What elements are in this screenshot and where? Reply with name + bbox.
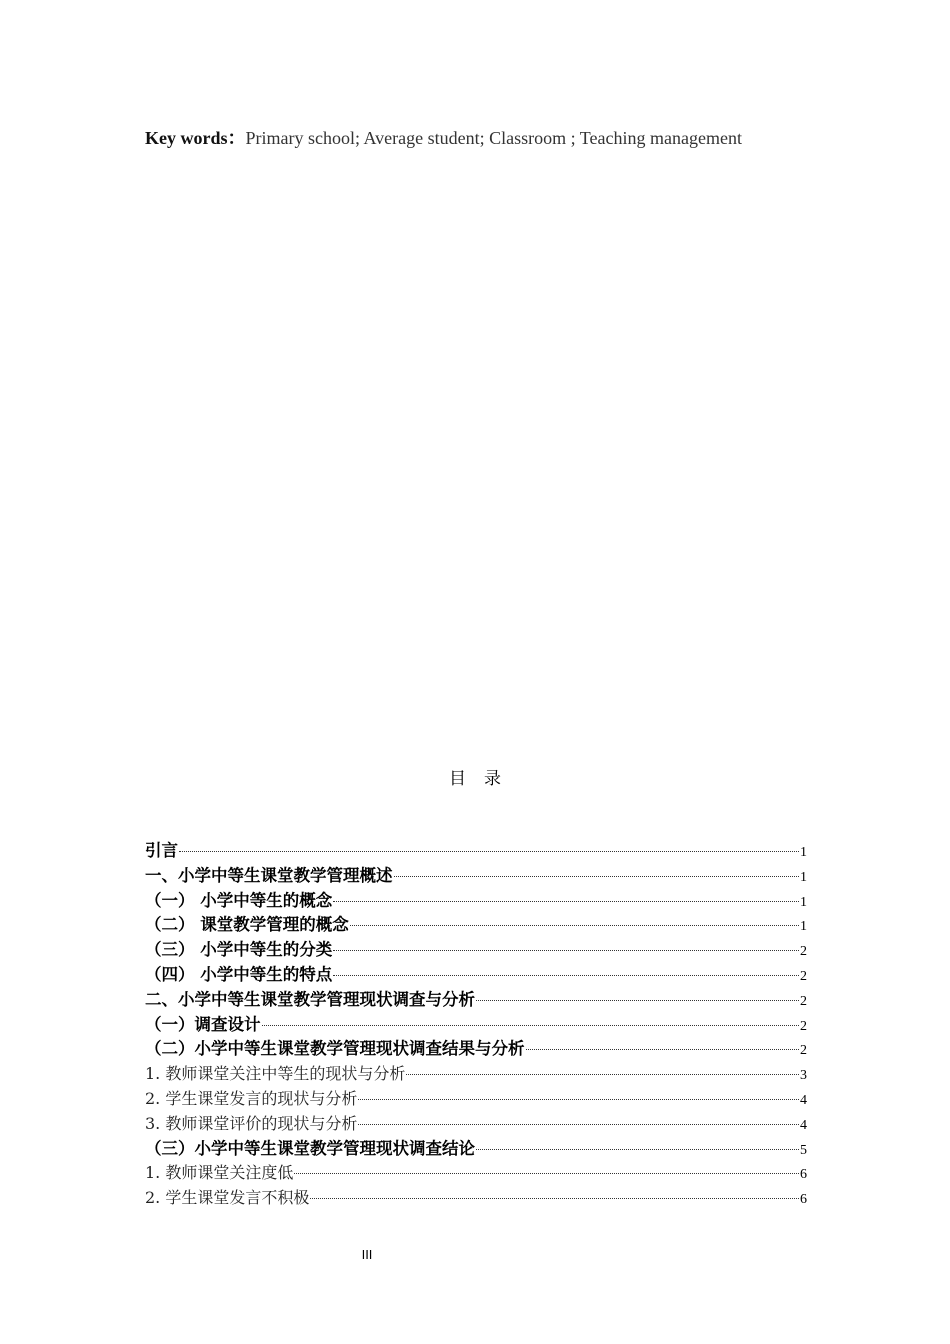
toc-entry-title: 二、小学中等生课堂教学管理现状调查与分析 (145, 989, 475, 1009)
toc-entry-title: （三）小学中等生课堂教学管理现状调查结论 (145, 1138, 475, 1158)
page-number: III (361, 1247, 373, 1262)
toc-entry[interactable] (145, 963, 807, 988)
toc-dot-leader (394, 876, 800, 877)
toc-entry-title: （一） 小学中等生的概念 (145, 890, 333, 910)
toc-entry[interactable] (145, 1112, 807, 1137)
toc-entry-page: 1 (800, 894, 807, 910)
toc-entry-page: 1 (800, 869, 807, 885)
toc-dot-leader (476, 1149, 799, 1150)
toc-dot-leader (350, 925, 799, 926)
toc-entry-title: （二）小学中等生课堂教学管理现状调查结果与分析 (145, 1039, 525, 1059)
toc-entry-page: 6 (800, 1167, 807, 1183)
toc-entry[interactable] (145, 1087, 807, 1112)
toc-entry-title: （二） 课堂教学管理的概念 (145, 915, 349, 935)
toc-entry[interactable] (145, 988, 807, 1013)
toc-entry-title: 1. 教师课堂关注中等生的现状与分析 (145, 1064, 406, 1084)
toc-entry-page: 5 (800, 1142, 807, 1158)
toc-entry-page: 2 (800, 993, 807, 1009)
toc-entry-page: 1 (800, 919, 807, 935)
toc-entry-page: 3 (800, 1068, 807, 1084)
toc-dot-leader (358, 1124, 799, 1125)
table-of-contents (145, 839, 807, 1211)
toc-entry-title: 3. 教师课堂评价的现状与分析 (145, 1113, 358, 1133)
toc-dot-leader (310, 1198, 799, 1199)
toc-entry-page: 2 (800, 1018, 807, 1034)
toc-dot-leader (262, 1025, 800, 1026)
toc-dot-leader (358, 1099, 799, 1100)
toc-entry-title: 2. 学生课堂发言的现状与分析 (145, 1088, 358, 1108)
toc-entry[interactable] (145, 1062, 807, 1087)
toc-entry[interactable] (145, 1161, 807, 1186)
toc-entry[interactable] (145, 913, 807, 938)
toc-entry-page: 2 (800, 1043, 807, 1059)
toc-dot-leader (294, 1173, 799, 1174)
toc-entry-page: 2 (800, 944, 807, 960)
keywords-text: Primary school; Average student; Classroom ; Teaching management (245, 128, 742, 148)
toc-entry-page: 6 (800, 1192, 807, 1208)
toc-dot-leader (476, 1000, 799, 1001)
toc-entry[interactable] (145, 938, 807, 963)
toc-entry-page: 4 (800, 1117, 807, 1133)
toc-entry[interactable] (145, 1037, 807, 1062)
toc-title: 目录 (449, 769, 519, 789)
keywords-label: Key words： (145, 128, 246, 148)
toc-entry-title: （三） 小学中等生的分类 (145, 940, 333, 960)
keywords-line (145, 126, 845, 150)
toc-dot-leader (179, 851, 799, 852)
toc-entry-page: 1 (800, 845, 807, 860)
toc-entry[interactable] (145, 839, 807, 864)
toc-entry[interactable] (145, 1137, 807, 1162)
toc-dot-leader (526, 1049, 800, 1050)
toc-entry[interactable] (145, 889, 807, 914)
toc-entry-title: 一、小学中等生课堂教学管理概述 (145, 865, 393, 885)
toc-entry-title: 引言 (145, 841, 178, 860)
toc-entry-page: 2 (800, 968, 807, 984)
toc-entry-title: （四） 小学中等生的特点 (145, 964, 333, 984)
toc-entry[interactable] (145, 1013, 807, 1038)
toc-entry-title: （一）调查设计 (145, 1014, 261, 1034)
toc-entry[interactable] (145, 864, 807, 889)
toc-dot-leader (406, 1074, 799, 1075)
toc-entry-title: 2. 学生课堂发言不积极 (145, 1188, 310, 1208)
toc-dot-leader (333, 975, 799, 976)
toc-entry-page: 4 (800, 1092, 807, 1108)
toc-entry[interactable] (145, 1186, 807, 1211)
toc-entry-title: 1. 教师课堂关注度低 (145, 1163, 294, 1183)
toc-dot-leader (333, 901, 799, 902)
toc-dot-leader (333, 950, 799, 951)
